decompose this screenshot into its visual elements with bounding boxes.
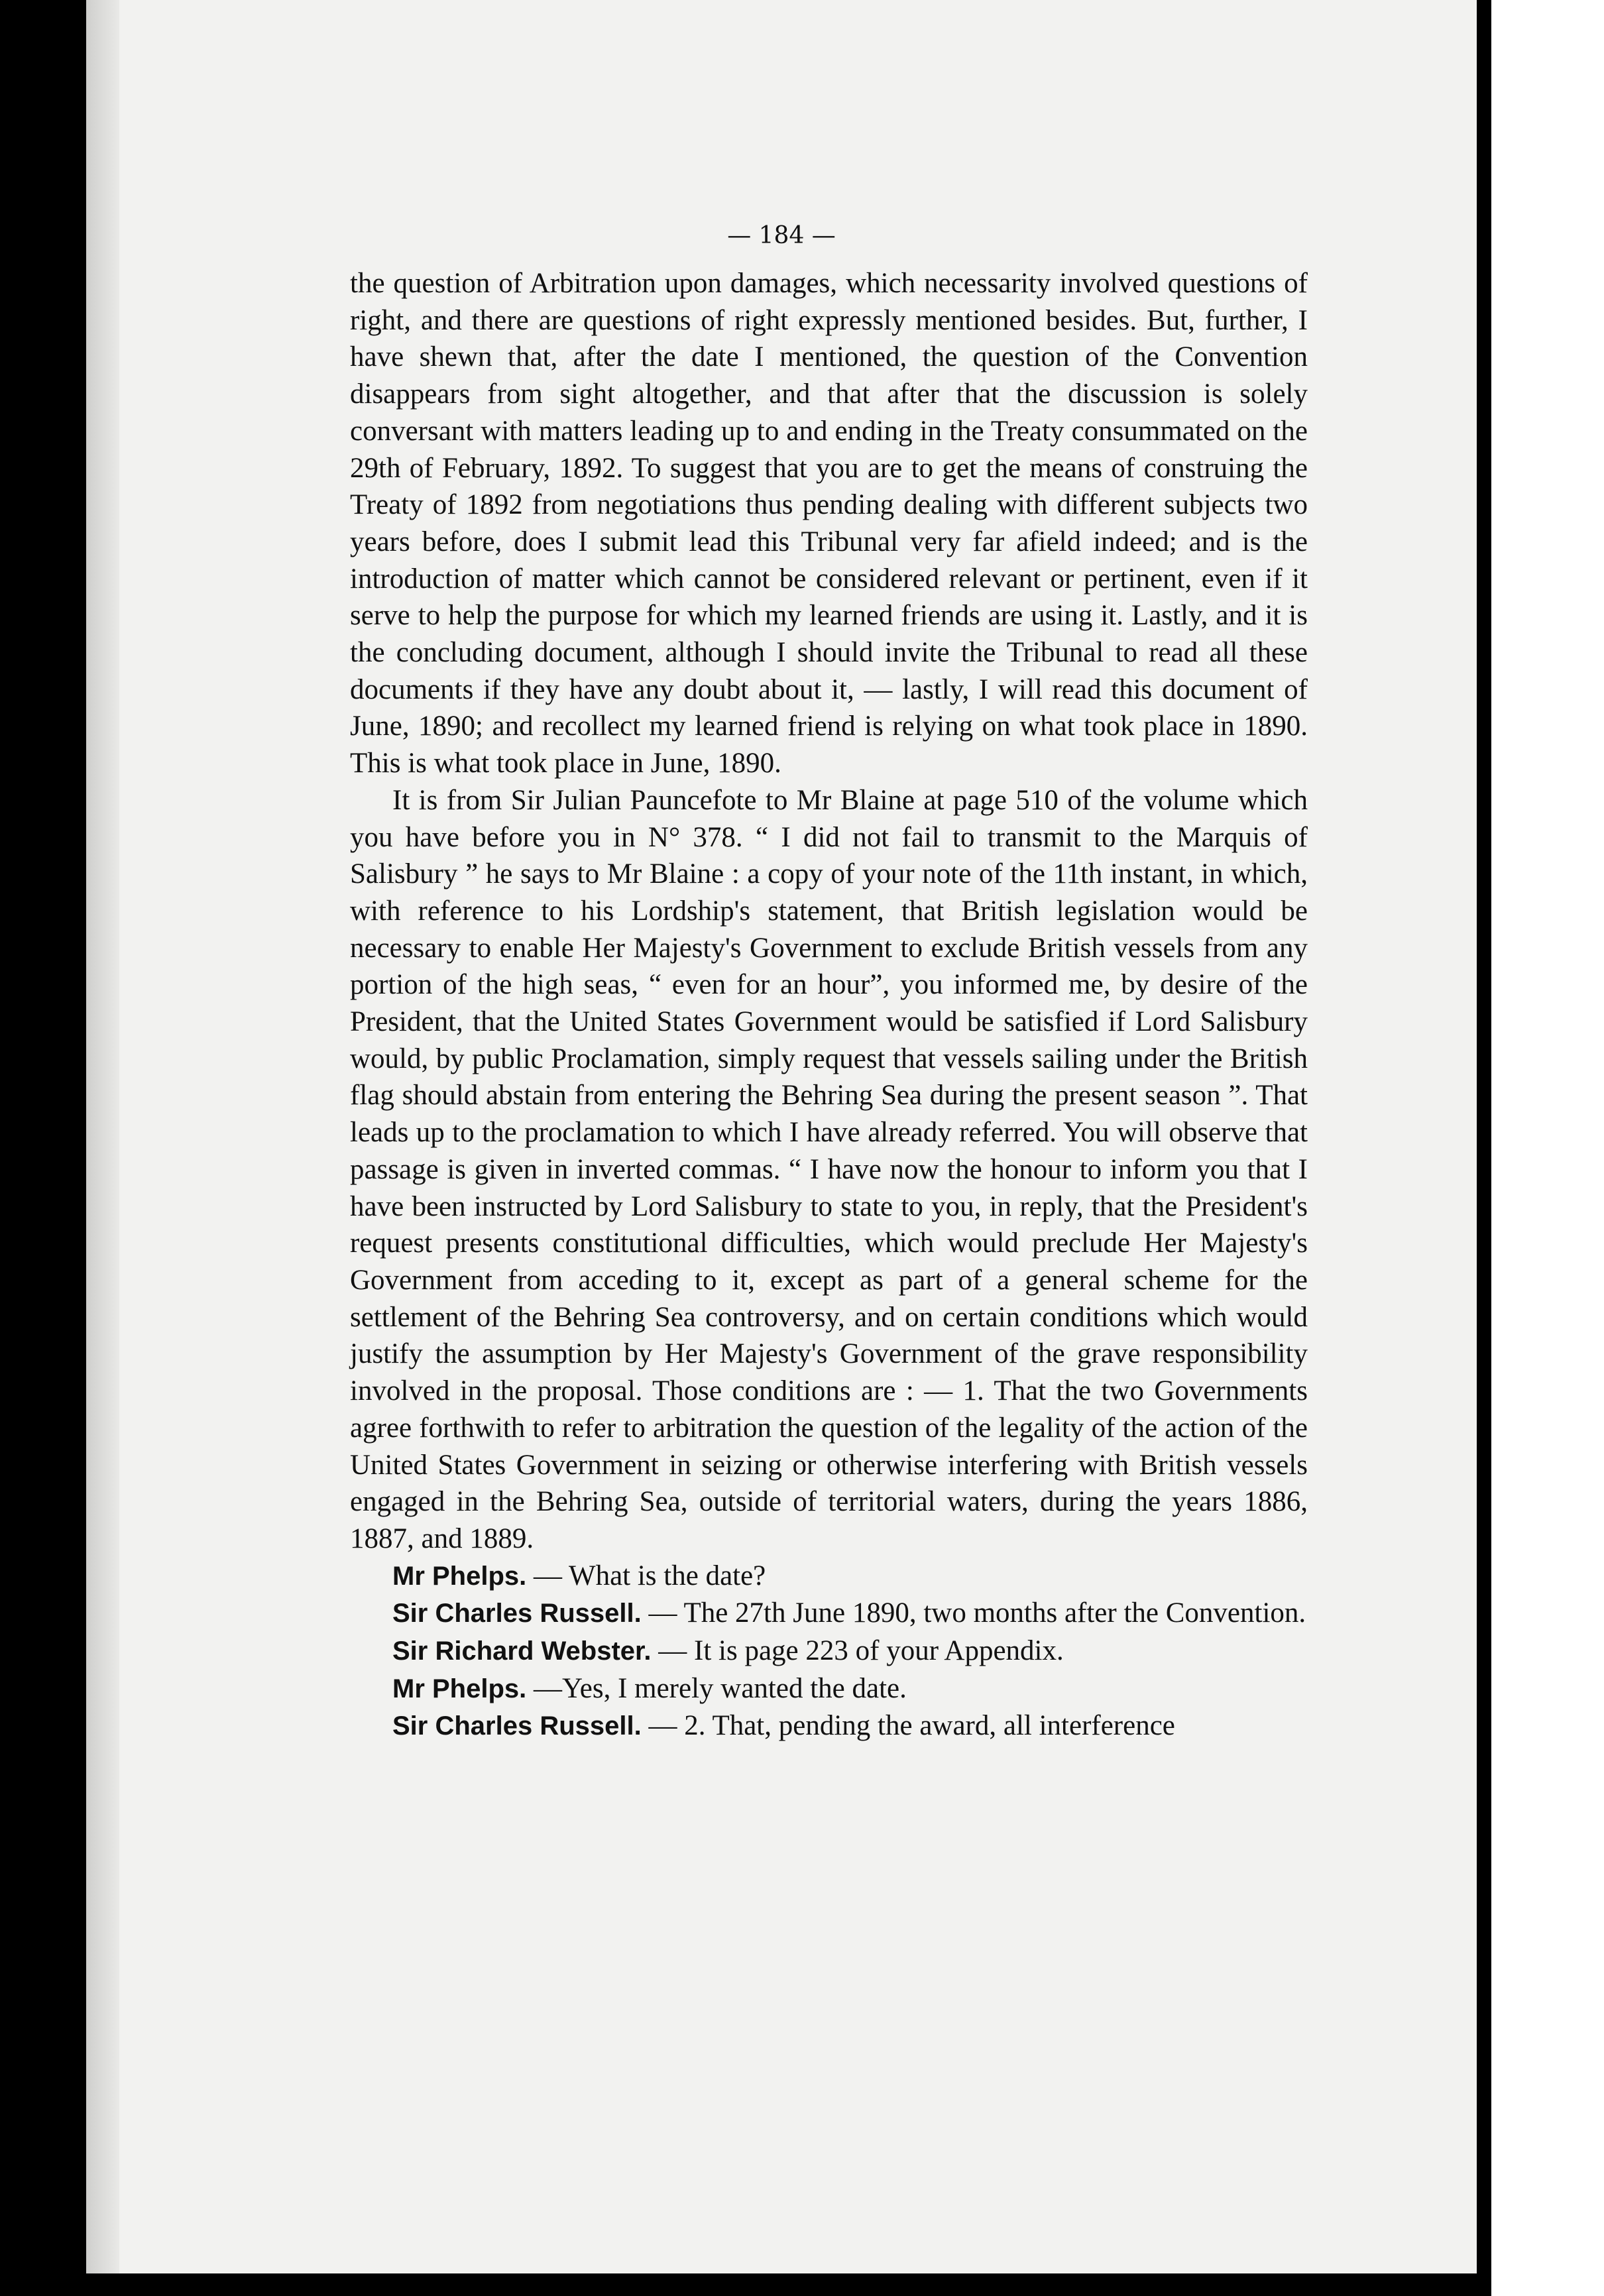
speech-text: — It is page 223 of your Appendix.	[651, 1635, 1064, 1667]
page-edge-shadow	[86, 0, 119, 2273]
speaker-name: Mr Phelps.	[392, 1674, 527, 1703]
paragraph: the question of Arbitration upon damages, which necessarity involved questions of right, and there are questions of right expressly mentioned besides. But, further, I have shewn that, after the date I mentioned, the question of the Convention disappears from sight altogether, and that after that the discussion is solely conversant with matters leading up to and ending in the Treaty consummated on the 29th of February, 1892. To suggest that you are to get the means of construing the Treaty of 1892 from negotiations thus pending dealing with different subjects two years before, does I submit lead this Tribunal very far afield indeed; and is the introduction of matter which cannot be considered relevant or pertinent, even if it serve to help the purpose for which my learned friends are using it. Lastly, and it is the concluding document, although I should invite the Tribunal to read all these documents if they have any doubt about it, — lastly, I will read this document of June, 1890; and recollect my learned friend is relying on what took place in 1890. This is what took place in June, 1890.	[350, 268, 1308, 779]
speaker-name: Sir Charles Russell.	[392, 1711, 642, 1741]
right-border	[1477, 0, 1491, 2296]
paragraph: It is from Sir Julian Pauncefote to Mr Blaine at page 510 of the volume which you have before you in N° 378. “ I did not fail to transmit to the Marquis of Salisbury ” he says to Mr Blaine : a copy of your note of the 11th instant, in which, with reference to his Lordship's statement, that British legislation would be necessary to enable Her Majesty's Government to exclude British vessels from any portion of the high seas, “ even for an hour”, you informed me, by desire of the President, that the United States Government would be satisfied if Lord Salisbury would, by public Proclamation, simply request that vessels sailing under the British flag should abstain from entering the Behring Sea during the present season ”. That leads up to the proclamation to which I have already referred. You will observe that passage is given in inverted commas. “ I have now the honour to inform you that I have been instructed by Lord Salisbury to state to you, in reply, that the President's request presents constitutional difficulties, which would preclude Her Majesty's Government from acceding to it, except as part of a general scheme for the settlement of the Behring Sea controversy, and on certain conditions which would justify the assumption by Her Majesty's Government of the grave responsibility involved in the proposal. Those conditions are : — 1. That the two Governments agree forthwith to refer to arbitration the question of the legality of the action of the United States Government in seizing or otherwise interfering with British vessels engaged in the Behring Sea, outside of territorial waters, during the years 1886, 1887, and 1889.	[350, 784, 1308, 1554]
dialogue-line	[350, 1670, 1308, 1708]
page-number: — 184 —	[727, 222, 836, 249]
body-text	[350, 265, 1308, 1745]
dialogue-line	[350, 1595, 1308, 1633]
speech-text: —Yes, I merely wanted the date.	[526, 1672, 907, 1704]
dialogue-line	[350, 1633, 1308, 1670]
speech-text: — What is the date?	[526, 1560, 766, 1591]
speech-text: — The 27th June 1890, two months after the Convention.	[641, 1597, 1306, 1629]
right-margin-strip	[1491, 0, 1604, 2296]
speech-text: — 2. That, pending the award, all interference	[641, 1710, 1175, 1742]
speaker-name: Sir Richard Webster.	[392, 1636, 652, 1666]
speaker-name: Mr Phelps.	[392, 1561, 527, 1591]
dialogue-line	[350, 1558, 1308, 1595]
speaker-name: Sir Charles Russell.	[392, 1599, 642, 1629]
dialogue-line	[350, 1707, 1308, 1745]
